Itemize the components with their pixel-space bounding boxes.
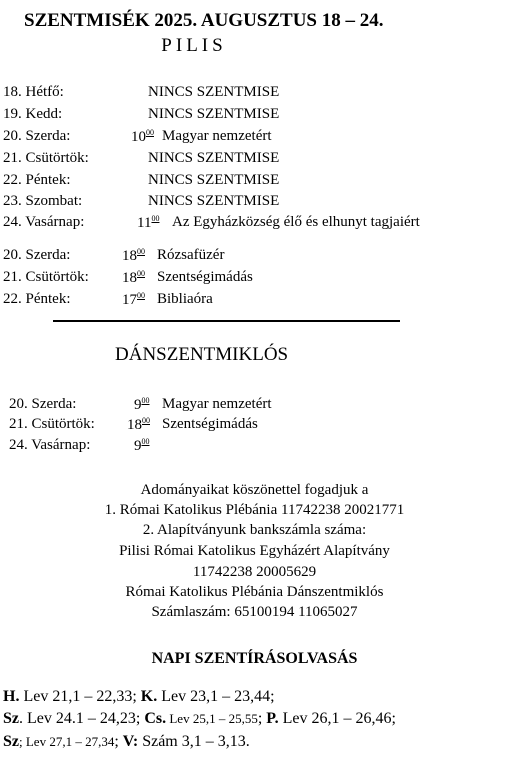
day-label: 22. Péntek: <box>3 172 71 188</box>
day-label: 20. Szerda: <box>9 396 77 412</box>
time-minute: 00 <box>141 437 150 446</box>
time-label <box>134 437 150 455</box>
reading-ref: Szám 3,1 – 3,13. <box>138 733 250 750</box>
day-label: 20. Szerda: <box>3 247 71 263</box>
readings-heading: NAPI SZENTÍRÁSOLVASÁS <box>151 650 358 667</box>
event-text: Magyar nemzetért <box>162 128 272 144</box>
event-text: Szentségimádás <box>157 269 253 285</box>
reading-ref: Lev 23,1 – 23,44; <box>157 688 275 705</box>
time-minute: 00 <box>141 396 150 405</box>
reading-day: K. <box>140 688 158 705</box>
time-minute: 00 <box>137 247 145 256</box>
day-label: 22. Péntek: <box>3 291 71 307</box>
time-minute: 00 <box>137 269 145 278</box>
donation-line: Római Katolikus Plébánia Dánszentmiklós <box>125 584 384 600</box>
event-text: NINCS SZENTMISE <box>148 172 280 188</box>
day-label: 19. Kedd: <box>3 106 63 122</box>
day-label: 24. Vasárnap: <box>9 437 91 453</box>
donation-line: Számlaszám: 65100194 11065027 <box>151 604 358 620</box>
reading-ref: ; <box>114 733 123 750</box>
section-divider <box>53 320 400 322</box>
time-hour: 9 <box>134 397 142 413</box>
day-label: 21. Csütörtök: <box>9 416 95 432</box>
donation-line: Adományaikat köszönettel fogadjuk a <box>140 482 369 498</box>
time-hour: 9 <box>134 438 142 454</box>
time-minute: 00 <box>137 291 145 300</box>
reading-ref: . Lev 24.1 – 24,23; <box>19 710 145 727</box>
reading-line <box>3 688 275 706</box>
reading-day: H. <box>3 688 20 705</box>
event-text: Szentségimádás <box>162 416 258 432</box>
day-label: 24. Vasárnap: <box>3 214 85 230</box>
donation-line: 11742238 20005629 <box>192 564 317 580</box>
reading-ref: ; Lev 27,1 – 27,34 <box>19 734 115 749</box>
reading-day: Sz <box>3 710 19 727</box>
time-label <box>122 247 145 265</box>
day-label: 21. Csütörtök: <box>3 269 89 285</box>
reading-day: P. <box>266 710 279 727</box>
time-hour: 18 <box>127 417 142 433</box>
time-minute: 00 <box>146 128 154 137</box>
time-label <box>137 214 159 232</box>
event-text: NINCS SZENTMISE <box>148 84 280 100</box>
reading-day: Sz <box>3 733 19 750</box>
time-label <box>127 416 150 434</box>
time-label <box>134 396 150 414</box>
donation-line: Pilisi Római Katolikus Egyházért Alapítvány <box>119 543 390 559</box>
reading-ref: Lev 21,1 – 22,33; <box>19 688 141 705</box>
time-hour: 18 <box>122 248 137 264</box>
day-label: 20. Szerda: <box>3 128 71 144</box>
time-label <box>122 269 145 287</box>
time-hour: 18 <box>122 270 137 286</box>
time-hour: 11 <box>137 215 152 231</box>
reading-ref: Lev 26,1 – 26,46; <box>278 710 396 727</box>
reading-ref: ; <box>257 710 267 727</box>
day-label: 23. Szombat: <box>3 193 83 209</box>
donation-line: 2. Alapítványunk bankszámla száma: <box>142 522 367 538</box>
dan-heading: DÁNSZENTMIKLÓS <box>115 344 289 365</box>
event-text: Rózsafüzér <box>157 247 225 263</box>
page-title: SZENTMISÉK 2025. AUGUSZTUS 18 – 24. <box>24 10 384 31</box>
event-text: Magyar nemzetért <box>162 396 272 412</box>
reading-ref: Lev 25,1 – 25,55 <box>166 711 258 726</box>
time-hour: 17 <box>122 292 137 308</box>
time-hour: 10 <box>131 129 146 145</box>
reading-day: V: <box>122 733 139 750</box>
reading-line <box>3 733 250 751</box>
event-text: NINCS SZENTMISE <box>148 106 280 122</box>
event-text: Bibliaóra <box>157 291 213 307</box>
reading-day: Cs. <box>144 710 167 727</box>
event-text: NINCS SZENTMISE <box>148 193 280 209</box>
day-label: 18. Hétfő: <box>3 84 64 100</box>
day-label: 21. Csütörtök: <box>3 150 89 166</box>
time-minute: 00 <box>151 214 160 223</box>
event-text: Az Egyházközség élő és elhunyt tagjaiért <box>172 214 420 230</box>
donation-line: 1. Római Katolikus Plébánia 11742238 20021771 <box>104 502 405 518</box>
time-minute: 00 <box>142 416 150 425</box>
event-text: NINCS SZENTMISE <box>148 150 280 166</box>
time-label <box>122 291 145 309</box>
location-heading: PILIS <box>161 35 227 56</box>
reading-line <box>3 710 396 728</box>
time-label <box>131 128 154 146</box>
